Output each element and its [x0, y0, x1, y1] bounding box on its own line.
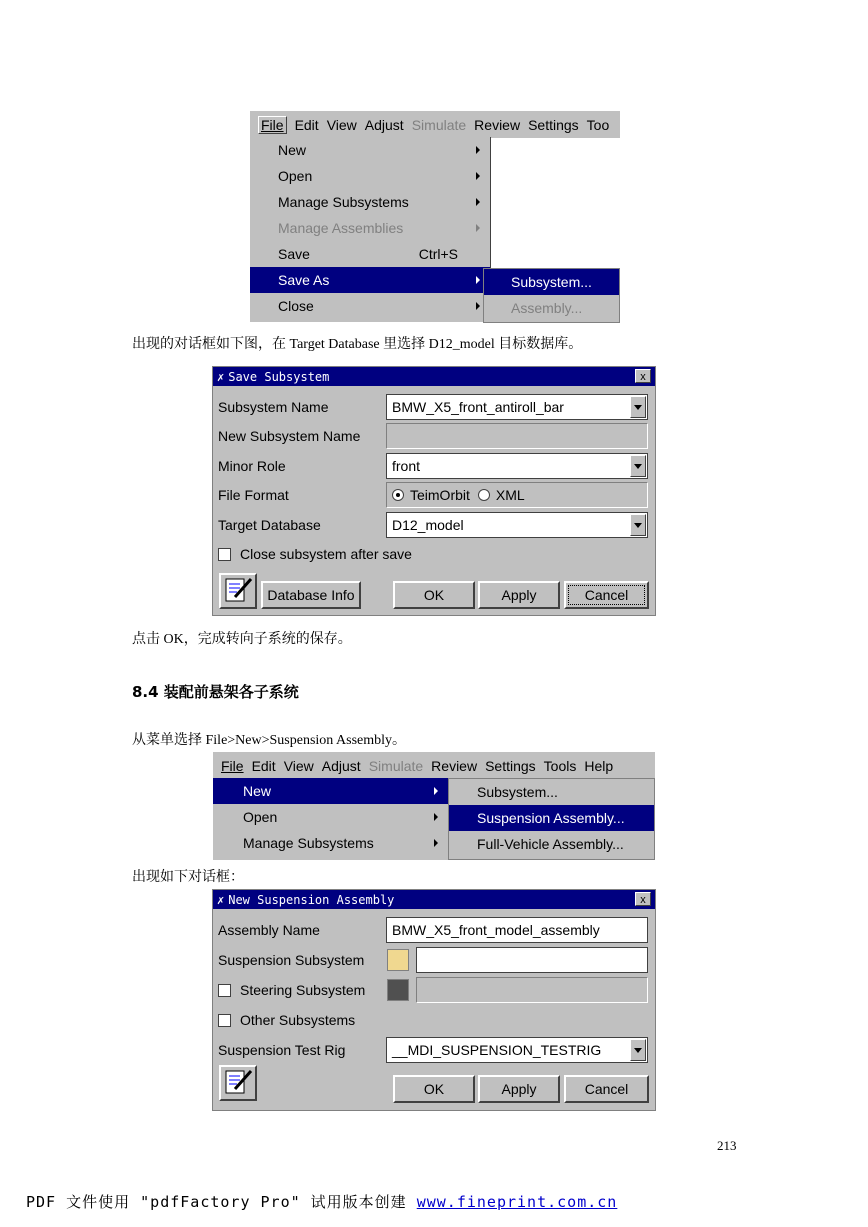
assembly-name-input[interactable] — [386, 917, 648, 943]
dropdown-arrow-icon[interactable] — [630, 1039, 646, 1061]
submenu-arrow-icon — [434, 787, 438, 795]
radio-xml[interactable] — [478, 489, 490, 501]
submenu-item-suspension-assembly[interactable]: Suspension Assembly... — [449, 805, 654, 831]
steering-subsystem-checkbox[interactable] — [218, 984, 231, 997]
cancel-button[interactable]: Cancel — [564, 581, 649, 609]
submenu-arrow-icon — [476, 302, 480, 310]
menu-help[interactable]: Help — [584, 757, 614, 774]
menu-settings[interactable]: Settings — [528, 116, 579, 133]
submenu-item-assembly: Assembly... — [511, 300, 583, 316]
subsystem-name-field[interactable] — [386, 394, 648, 420]
apply-button[interactable]: Apply — [478, 1075, 560, 1103]
label-target-database: Target Database — [218, 517, 321, 533]
dialog-titlebar — [213, 367, 655, 386]
field-value: front — [392, 458, 421, 474]
checkbox-label: Other Subsystems — [240, 1012, 356, 1028]
dialog-titlebar — [213, 890, 655, 909]
editor-icon-button[interactable] — [219, 573, 257, 609]
paragraph-1: 出现的对话框如下图，在 Target Database 里选择 D12_model 目标数据库。 — [132, 337, 583, 352]
radio-teimorbit[interactable] — [392, 489, 404, 501]
menu-simulate: Simulate — [411, 116, 467, 133]
close-after-save-option[interactable] — [218, 541, 412, 567]
menu-review[interactable]: Review — [431, 757, 478, 774]
dropdown-arrow-icon[interactable] — [630, 455, 646, 477]
footer-link[interactable]: www.fineprint.com.cn — [416, 1193, 618, 1211]
apply-button[interactable]: Apply — [478, 581, 560, 609]
menubar-2 — [213, 752, 655, 779]
menu-edit[interactable]: Edit — [251, 757, 276, 774]
menu-item-open[interactable]: Open — [250, 163, 490, 189]
radio-label: TeimOrbit — [410, 487, 470, 503]
notepad-pen-icon — [221, 575, 255, 607]
editor-icon-button[interactable] — [219, 1065, 257, 1101]
file-format-group — [386, 482, 648, 508]
menu-view[interactable]: View — [283, 757, 314, 774]
label-suspension-subsystem: Suspension Subsystem — [218, 952, 365, 968]
menu-item-manage-subsystems[interactable]: Manage Subsystems — [213, 830, 448, 856]
menu-item-manage-subsystems[interactable]: Manage Subsystems — [250, 189, 490, 215]
menu-item-new[interactable]: New — [213, 778, 448, 804]
menu-simulate: Simulate — [368, 757, 424, 774]
label-file-format: File Format — [218, 487, 289, 503]
field-value: BMW_X5_front_antiroll_bar — [392, 399, 564, 415]
label-suspension-test-rig: Suspension Test Rig — [218, 1042, 346, 1058]
close-icon[interactable]: x — [635, 369, 651, 383]
new-submenu — [448, 778, 655, 860]
menu-adjust[interactable]: Adjust — [321, 757, 361, 774]
cancel-button[interactable]: Cancel — [564, 1075, 649, 1103]
dialog-title: New Suspension Assembly — [228, 892, 395, 907]
menu-review[interactable]: Review — [474, 116, 521, 133]
paragraph-2: 点击 OK，完成转向子系统的保存。 — [132, 632, 352, 647]
dropdown-arrow-icon[interactable] — [630, 396, 646, 418]
submenu-arrow-icon — [434, 813, 438, 821]
radio-label: XML — [495, 487, 525, 503]
close-after-save-checkbox[interactable] — [218, 548, 231, 561]
field-value: D12_model — [392, 517, 464, 533]
field-value: __MDI_SUSPENSION_TESTRIG — [392, 1042, 602, 1058]
submenu-arrow-icon — [476, 224, 480, 232]
menu-item-open[interactable]: Open — [213, 804, 448, 830]
minor-role-select[interactable] — [386, 453, 648, 479]
menu-file[interactable]: File — [258, 116, 287, 134]
other-subsystems-option[interactable] — [218, 1007, 355, 1033]
checkbox-label: Steering Subsystem — [240, 982, 366, 998]
target-database-select[interactable] — [386, 512, 648, 538]
close-icon[interactable]: x — [635, 892, 651, 906]
dropdown-arrow-icon[interactable] — [630, 514, 646, 536]
ok-button[interactable]: OK — [393, 1075, 475, 1103]
menu-item-save-as[interactable]: Save As — [250, 267, 490, 293]
file-menu-dropdown — [213, 778, 449, 860]
dialog-title: Save Subsystem — [228, 369, 330, 384]
database-info-button[interactable]: Database Info — [261, 581, 361, 609]
app-logo-icon: ✗ — [217, 369, 225, 384]
submenu-item-subsystem[interactable]: Subsystem... — [484, 269, 619, 295]
menu-item-new[interactable]: New — [250, 137, 490, 163]
folder-icon-disabled — [387, 979, 409, 1001]
field-value: BMW_X5_front_model_assembly — [392, 922, 600, 938]
menu-settings[interactable]: Settings — [485, 757, 536, 774]
footer-text: PDF 文件使用 "pdfFactory Pro" 试用版本创建 — [26, 1193, 417, 1211]
menubar-1 — [250, 111, 620, 138]
checkbox-label: Close subsystem after save — [240, 546, 412, 562]
new-suspension-assembly-dialog — [212, 889, 656, 1111]
ok-button[interactable]: OK — [393, 581, 475, 609]
label-assembly-name: Assembly Name — [218, 922, 320, 938]
menu-tools[interactable]: Tools — [543, 757, 577, 774]
save-subsystem-dialog — [212, 366, 656, 616]
submenu-arrow-icon — [476, 172, 480, 180]
suspension-subsystem-input[interactable] — [416, 947, 648, 973]
app-logo-icon: ✗ — [217, 892, 225, 907]
submenu-item-subsystem[interactable]: Subsystem... — [477, 784, 558, 800]
shortcut-label: Ctrl+S — [418, 246, 458, 262]
menu-view[interactable]: View — [326, 116, 357, 133]
open-folder-icon[interactable] — [387, 949, 409, 971]
submenu-arrow-icon — [476, 198, 480, 206]
submenu-arrow-icon — [476, 146, 480, 154]
pdf-footer — [26, 1191, 617, 1212]
submenu-item-full-vehicle-assembly[interactable]: Full-Vehicle Assembly... — [477, 836, 624, 852]
steering-subsystem-input — [416, 977, 648, 1003]
file-menu-dropdown — [250, 137, 491, 322]
menu-item-manage-assemblies: Manage Assemblies — [250, 215, 490, 241]
submenu-arrow-icon — [434, 839, 438, 847]
label-new-subsystem-name: New Subsystem Name — [218, 428, 361, 444]
paragraph-4: 出现如下对话框： — [132, 870, 244, 885]
page-number: 213 — [717, 1138, 737, 1153]
menu-file[interactable]: File — [221, 757, 244, 774]
section-heading: 8.4 装配前悬架各子系统 — [132, 683, 299, 701]
suspension-test-rig-select[interactable] — [386, 1037, 648, 1063]
notepad-pen-icon — [221, 1067, 255, 1099]
menu-item-save[interactable]: Save Ctrl+S — [278, 246, 458, 262]
new-subsystem-name-field — [386, 423, 648, 449]
steering-subsystem-option[interactable] — [218, 977, 365, 1003]
menu-edit[interactable]: Edit — [294, 116, 319, 133]
save-as-submenu — [483, 268, 620, 323]
menu-tools[interactable]: Too — [586, 116, 610, 133]
label-subsystem-name: Subsystem Name — [218, 399, 329, 415]
other-subsystems-checkbox[interactable] — [218, 1014, 231, 1027]
paragraph-3: 从菜单选择 File>New>Suspension Assembly。 — [132, 733, 407, 748]
menu-adjust[interactable]: Adjust — [364, 116, 404, 133]
label-minor-role: Minor Role — [218, 458, 286, 474]
submenu-arrow-icon — [476, 276, 480, 284]
menu-item-close[interactable]: Close — [250, 293, 490, 319]
